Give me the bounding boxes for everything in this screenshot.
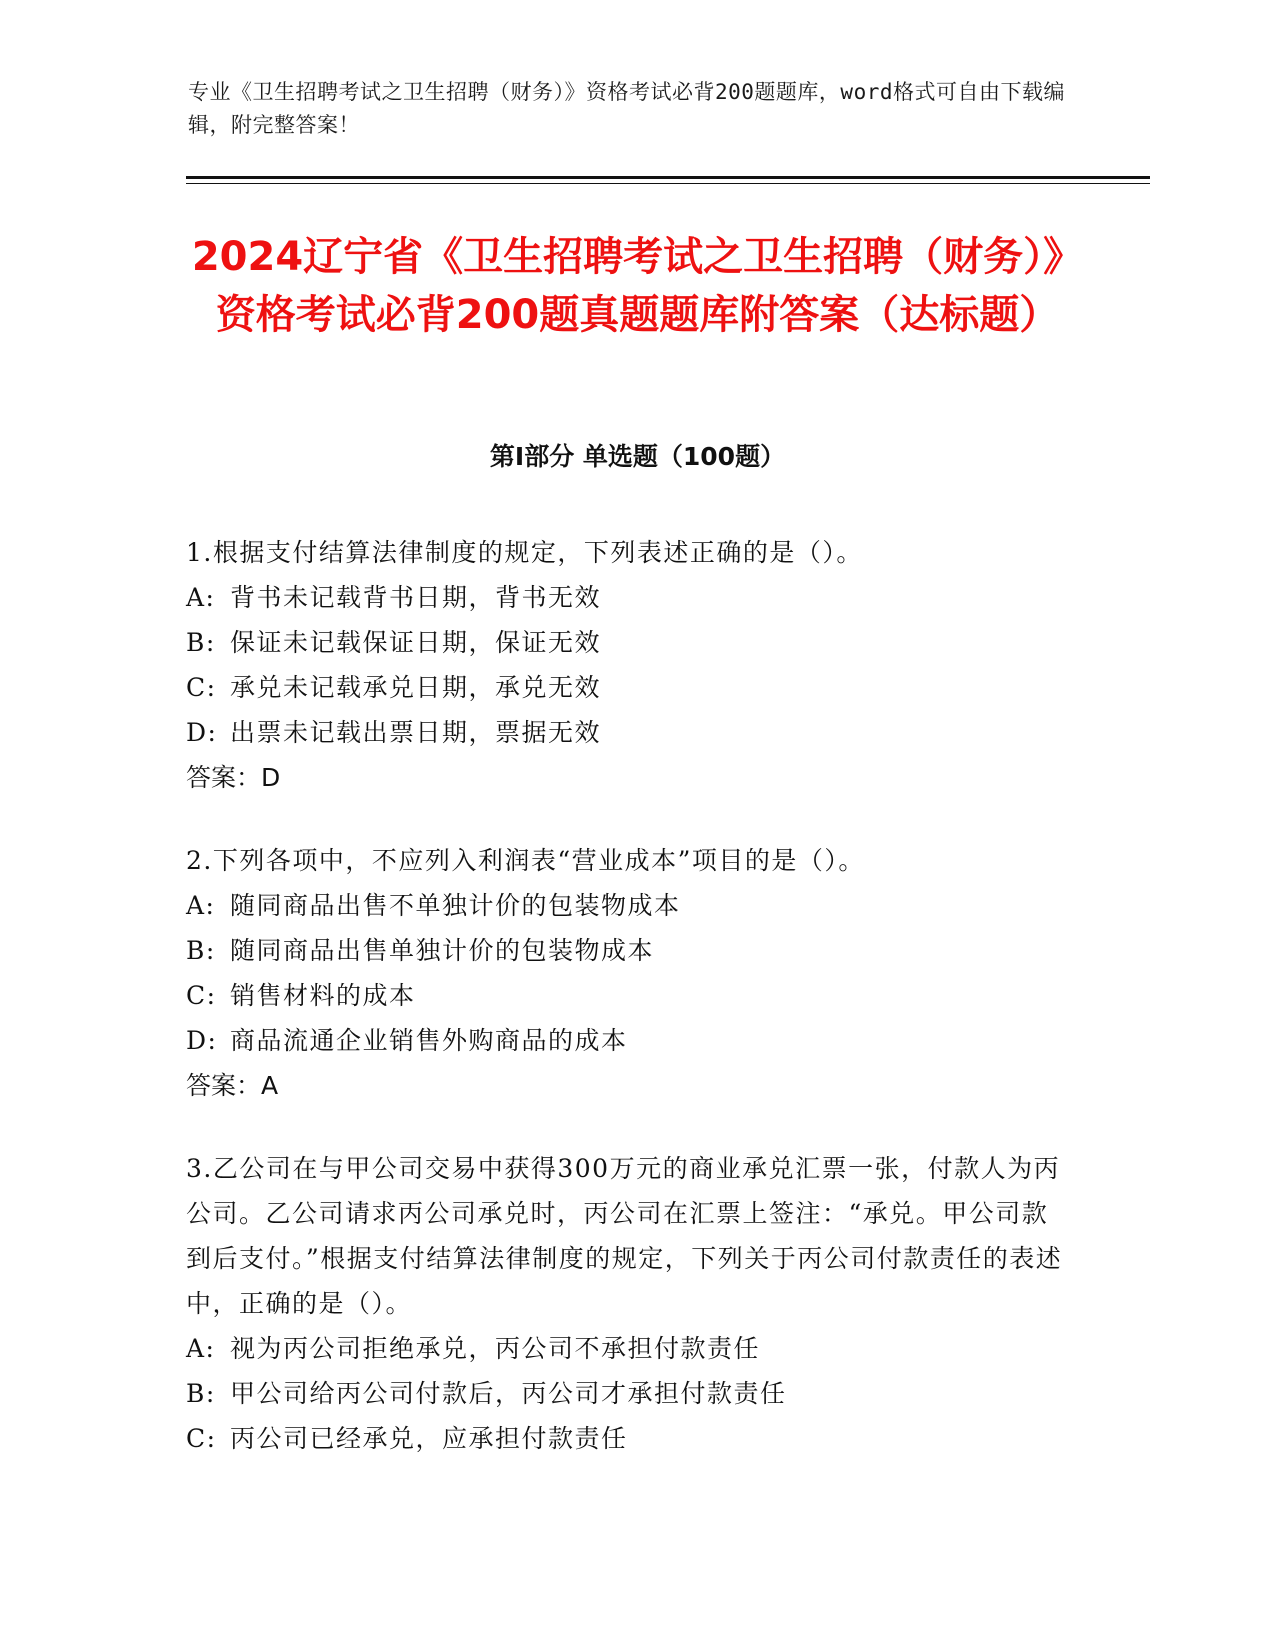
option-a <box>186 575 1066 620</box>
document-title: 2024辽宁省《卫生招聘考试之卫生招聘（财务）》资格考试必背200题真题题库附答案（达标题） <box>191 234 1084 338</box>
question-stem: 2.下列各项中，不应列入利润表“营业成本”项目的是（）。 <box>186 846 865 875</box>
option-a <box>186 1326 1066 1371</box>
option-text: 甲公司给丙公司付款后，丙公司才承担付款责任 <box>230 1379 787 1408</box>
question-3 <box>186 1146 1066 1461</box>
option-text: 商品流通企业销售外购商品的成本 <box>230 1026 628 1055</box>
option-text: 销售材料的成本 <box>230 981 416 1010</box>
option-text: 丙公司已经承兑，应承担付款责任 <box>230 1424 628 1453</box>
answer-line: 答案：D <box>186 763 281 792</box>
option-key: D: <box>186 718 218 747</box>
section-heading: 第I部分 单选题（100题） <box>489 442 786 471</box>
question-list <box>186 530 1066 1499</box>
option-b <box>186 928 1066 973</box>
option-key: B: <box>186 936 216 965</box>
question-stem: 1.根据支付结算法律制度的规定，下列表述正确的是（）。 <box>186 538 863 567</box>
option-key: A: <box>186 891 216 920</box>
question-stem: 3.乙公司在与甲公司交易中获得300万元的商业承兑汇票一张，付款人为丙公司。乙公司请求丙公司承兑时，丙公司在汇票上签注：“承兑。甲公司款到后支付。”根据支付结算法律制度的规定，下列关于丙公司付款责任的表述中，正确的是（）。 <box>186 1154 1063 1318</box>
question-2 <box>186 838 1066 1108</box>
option-key: D: <box>186 1026 218 1055</box>
option-key: C: <box>186 981 217 1010</box>
option-a <box>186 883 1066 928</box>
option-text: 出票未记载出票日期，票据无效 <box>230 718 602 747</box>
option-text: 随同商品出售不单独计价的包装物成本 <box>230 891 681 920</box>
header-note: 专业《卫生招聘考试之卫生招聘（财务）》资格考试必背200题题库，word格式可自由下载编辑，附完整答案！ <box>188 80 1065 137</box>
option-text: 承兑未记载承兑日期，承兑无效 <box>230 673 602 702</box>
answer-line: 答案：A <box>186 1071 279 1100</box>
option-key: C: <box>186 1424 217 1453</box>
option-b <box>186 1371 1066 1416</box>
option-key: A: <box>186 583 216 612</box>
option-c <box>186 665 1066 710</box>
option-text: 随同商品出售单独计价的包装物成本 <box>230 936 655 965</box>
option-key: B: <box>186 628 216 657</box>
option-key: C: <box>186 673 217 702</box>
option-b <box>186 620 1066 665</box>
option-c <box>186 1416 1066 1461</box>
header-rule-thin <box>186 183 1150 184</box>
option-text: 保证未记载保证日期，保证无效 <box>230 628 602 657</box>
option-d <box>186 1018 1066 1063</box>
option-d <box>186 710 1066 755</box>
option-text: 视为丙公司拒绝承兑，丙公司不承担付款责任 <box>230 1334 761 1363</box>
option-text: 背书未记载背书日期，背书无效 <box>230 583 602 612</box>
option-key: A: <box>186 1334 216 1363</box>
question-1 <box>186 530 1066 800</box>
option-c <box>186 973 1066 1018</box>
header-rule-thick <box>186 176 1150 179</box>
option-key: B: <box>186 1379 216 1408</box>
